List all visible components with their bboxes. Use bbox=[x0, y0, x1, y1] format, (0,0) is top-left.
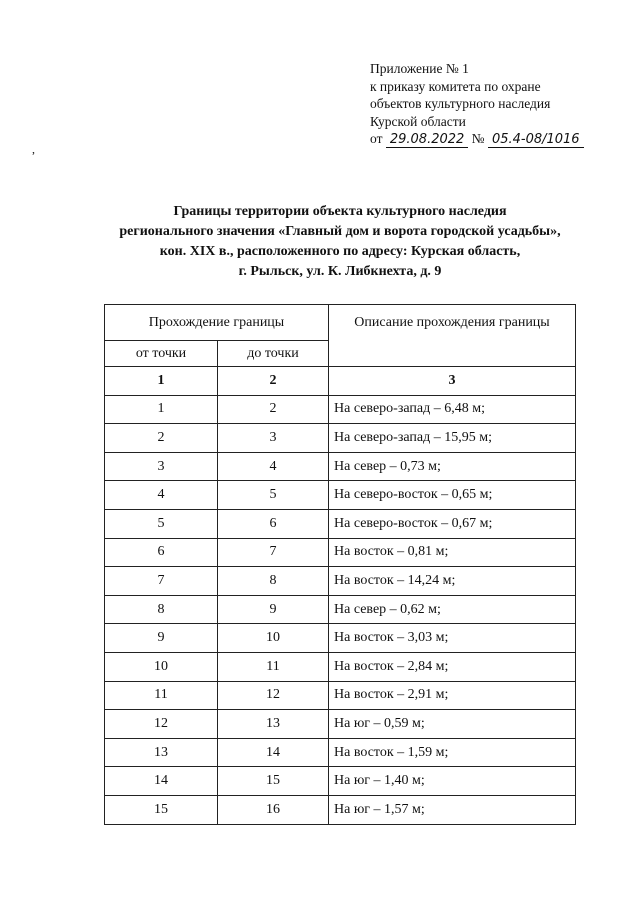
table-row bbox=[105, 538, 576, 567]
from-point-cell: 8 bbox=[105, 595, 218, 624]
table-row bbox=[105, 738, 576, 767]
to-point-cell: 11 bbox=[218, 652, 329, 681]
column-number: 3 bbox=[329, 367, 576, 396]
column-number: 1 bbox=[105, 367, 218, 396]
to-point-cell: 13 bbox=[218, 710, 329, 739]
description-cell: На юг – 0,59 м; bbox=[329, 710, 576, 739]
table-row bbox=[105, 681, 576, 710]
header-to-point: до точки bbox=[218, 341, 329, 367]
header-description: Описание прохождения границы bbox=[329, 305, 576, 367]
description-cell: На восток – 14,24 м; bbox=[329, 567, 576, 596]
appendix-title: Приложение № 1 bbox=[370, 61, 469, 76]
to-point-cell: 3 bbox=[218, 424, 329, 453]
title-line-4: г. Рыльск, ул. К. Либкнехта, д. 9 bbox=[238, 264, 442, 279]
table-row bbox=[105, 710, 576, 739]
order-date: 29.08.2022 bbox=[386, 133, 468, 148]
description-cell: На северо-восток – 0,65 м; bbox=[329, 481, 576, 510]
from-point-cell: 13 bbox=[105, 738, 218, 767]
to-point-cell: 6 bbox=[218, 509, 329, 538]
column-number-row bbox=[105, 367, 576, 396]
to-point-cell: 10 bbox=[218, 624, 329, 653]
table-row bbox=[105, 795, 576, 824]
table-row bbox=[105, 652, 576, 681]
from-point-cell: 6 bbox=[105, 538, 218, 567]
description-cell: На север – 0,62 м; bbox=[329, 595, 576, 624]
description-cell: На северо-запад – 15,95 м; bbox=[329, 424, 576, 453]
from-point-cell: 12 bbox=[105, 710, 218, 739]
table-row bbox=[105, 452, 576, 481]
table-row bbox=[105, 509, 576, 538]
table-row bbox=[105, 567, 576, 596]
from-point-cell: 15 bbox=[105, 795, 218, 824]
description-cell: На восток – 3,03 м; bbox=[329, 624, 576, 653]
title-line-3: кон. XIX в., расположенного по адресу: Курская область, bbox=[159, 244, 521, 259]
to-point-cell: 14 bbox=[218, 738, 329, 767]
appendix-header bbox=[370, 60, 584, 148]
description-cell: На юг – 1,40 м; bbox=[329, 767, 576, 796]
header-from-point: от точки bbox=[105, 341, 218, 367]
from-point-cell: 11 bbox=[105, 681, 218, 710]
column-number: 2 bbox=[218, 367, 329, 396]
to-point-cell: 12 bbox=[218, 681, 329, 710]
date-prefix: от bbox=[370, 131, 383, 146]
appendix-line-order: к приказу комитета по охране bbox=[370, 78, 541, 94]
table-row bbox=[105, 595, 576, 624]
appendix-date-line bbox=[370, 130, 584, 148]
to-point-cell: 9 bbox=[218, 595, 329, 624]
from-point-cell: 9 bbox=[105, 624, 218, 653]
from-point-cell: 3 bbox=[105, 452, 218, 481]
to-point-cell: 8 bbox=[218, 567, 329, 596]
header-boundary-passage: Прохождение границы bbox=[105, 305, 329, 341]
description-cell: На восток – 2,91 м; bbox=[329, 681, 576, 710]
title-line-2: регионального значения «Главный дом и ворота городской усадьбы», bbox=[119, 224, 561, 239]
from-point-cell: 5 bbox=[105, 509, 218, 538]
description-cell: На север – 0,73 м; bbox=[329, 452, 576, 481]
description-cell: На северо-восток – 0,67 м; bbox=[329, 509, 576, 538]
to-point-cell: 5 bbox=[218, 481, 329, 510]
from-point-cell: 14 bbox=[105, 767, 218, 796]
from-point-cell: 4 bbox=[105, 481, 218, 510]
stray-mark: , bbox=[32, 142, 35, 156]
from-point-cell: 7 bbox=[105, 567, 218, 596]
appendix-line-committee: объектов культурного наследия bbox=[370, 96, 551, 111]
table-row bbox=[105, 481, 576, 510]
boundary-table bbox=[104, 304, 576, 825]
boundary-rows bbox=[105, 395, 576, 824]
description-cell: На юг – 1,57 м; bbox=[329, 795, 576, 824]
appendix-line-region: Курской области bbox=[370, 113, 466, 129]
to-point-cell: 16 bbox=[218, 795, 329, 824]
from-point-cell: 1 bbox=[105, 395, 218, 424]
table-row bbox=[105, 624, 576, 653]
to-point-cell: 2 bbox=[218, 395, 329, 424]
from-point-cell: 10 bbox=[105, 652, 218, 681]
number-prefix: № bbox=[471, 131, 485, 146]
from-point-cell: 2 bbox=[105, 424, 218, 453]
description-cell: На восток – 2,84 м; bbox=[329, 652, 576, 681]
document-title bbox=[60, 202, 620, 282]
description-cell: На восток – 1,59 м; bbox=[329, 738, 576, 767]
table-row bbox=[105, 395, 576, 424]
description-cell: На восток – 0,81 м; bbox=[329, 538, 576, 567]
order-number: 05.4-08/1016 bbox=[488, 133, 584, 148]
title-line-1: Границы территории объекта культурного наследия bbox=[173, 204, 507, 219]
to-point-cell: 4 bbox=[218, 452, 329, 481]
table-row bbox=[105, 767, 576, 796]
table-row bbox=[105, 424, 576, 453]
to-point-cell: 15 bbox=[218, 767, 329, 796]
to-point-cell: 7 bbox=[218, 538, 329, 567]
description-cell: На северо-запад – 6,48 м; bbox=[329, 395, 576, 424]
